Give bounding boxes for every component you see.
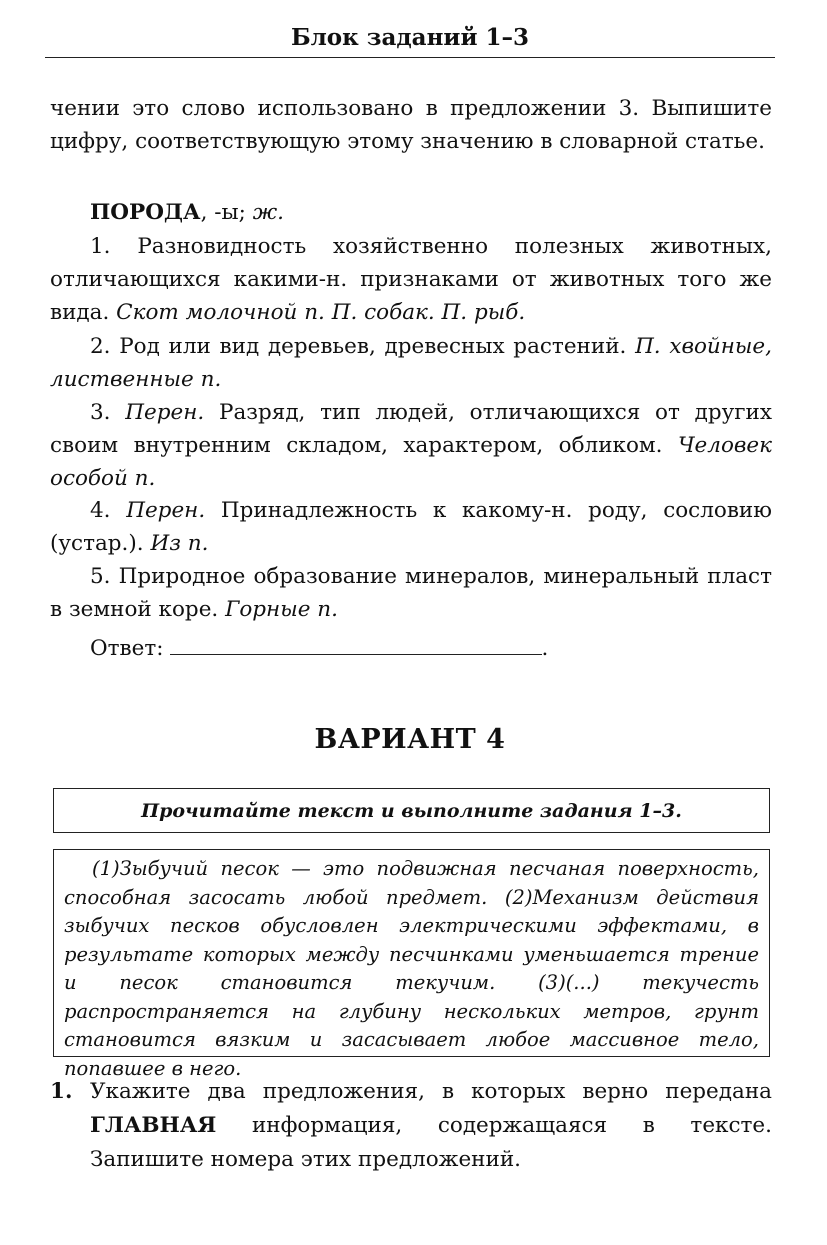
task-number: 1. <box>50 1079 73 1104</box>
dictionary-headword-line <box>50 196 772 229</box>
page-header: Блок заданий 1–3 <box>45 24 775 58</box>
intro-text: чении это слово использовано в предложении 3. Выпишите цифру, соответствующую этому значению в словарной статье. <box>50 96 772 154</box>
sense-number: 3. <box>90 400 111 425</box>
task-text-before: Укажите два предложения, в которых верно передана <box>90 1079 772 1104</box>
sense-number: 5. <box>90 564 111 589</box>
dictionary-sense-1 <box>50 230 772 329</box>
sense-example: Человек особой п. <box>50 433 772 491</box>
sense-example: П. хвойные, лиственные п. <box>50 334 772 392</box>
answer-row <box>50 630 772 665</box>
instruction-text: Прочитайте текст и выполните задания 1–3. <box>141 799 682 822</box>
sense-text: Разновидность хозяйственно полезных животных, отличающихся какими-н. признаками от животных того же вида. <box>50 234 772 325</box>
sense-text: Разряд, тип людей, отличающихся от других своим внутренним складом, характером, обликом. <box>50 400 772 458</box>
sense-text: Принадлежность к какому-н. роду, сословию (устар.). <box>50 498 772 556</box>
sense-label: Перен. <box>125 400 205 425</box>
task-text <box>90 1075 772 1177</box>
sense-example: Скот молочной п. П. собак. П. рыб. <box>116 300 526 325</box>
headword-gender: ж. <box>252 200 284 225</box>
dictionary-sense-4 <box>50 494 772 560</box>
instruction-box <box>53 788 770 833</box>
sense-text: Род или вид деревьев, древесных растений. <box>119 334 627 359</box>
passage-text: (1)Зыбучий песок — это подвижная песчаная поверхность, способная засосать любой предмет. (2)Механизм действия зыбучих песков обусловлен электрическими эффектами, в результате которых между песчинками уменьшается трение и песок становится текучим. (3)(...) текучесть распространяется на глубину нескольких метров, грунт становится вязким и засасывает любое массивное тело, попавшее в него. <box>64 857 759 1080</box>
task-text-after: информация, содержащаяся в тексте. Запишите номера этих предложений. <box>90 1113 772 1172</box>
headword-grammar: , -ы; <box>200 200 246 225</box>
sense-number: 2. <box>90 334 111 359</box>
variant-title: ВАРИАНТ 4 <box>314 724 506 755</box>
sense-label: Перен. <box>126 498 206 523</box>
sense-example: Горные п. <box>225 597 338 622</box>
task-1 <box>50 1075 772 1177</box>
answer-label: Ответ: <box>90 636 164 661</box>
dictionary-sense-3 <box>50 396 772 495</box>
sense-example: Из п. <box>150 531 209 556</box>
task-emphasis: ГЛАВНАЯ <box>90 1113 217 1138</box>
sense-text: Природное образование минералов, минеральный пласт в земной коре. <box>50 564 772 622</box>
dictionary-sense-5 <box>50 560 772 626</box>
sense-number: 1. <box>90 234 111 259</box>
dictionary-sense-2 <box>50 330 772 396</box>
answer-end: . <box>541 636 549 661</box>
sense-number: 4. <box>90 498 111 523</box>
headword: ПОРОДА <box>90 200 201 225</box>
answer-input-line[interactable] <box>170 630 542 655</box>
intro-paragraph <box>50 92 772 158</box>
passage-box <box>53 849 770 1080</box>
